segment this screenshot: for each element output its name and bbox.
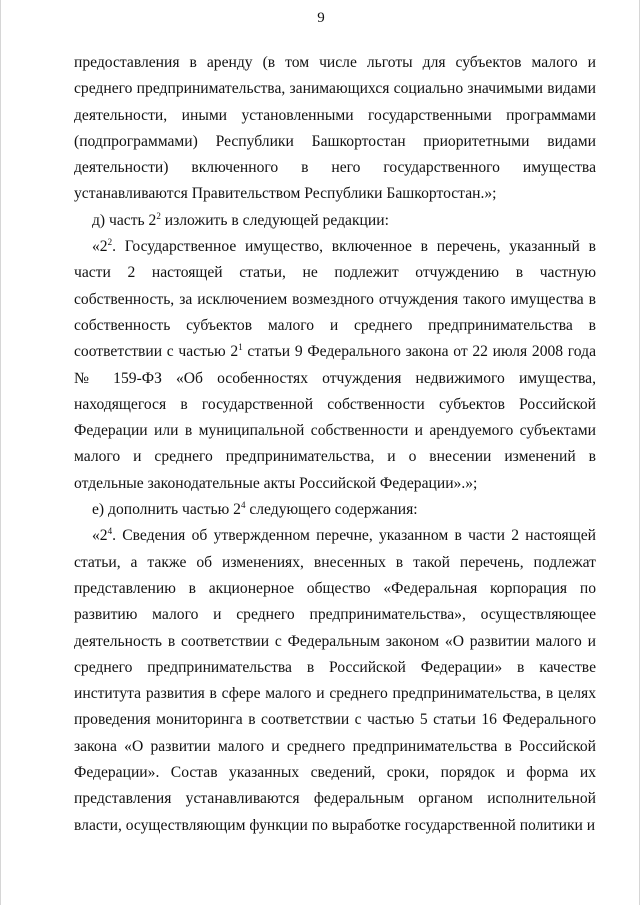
- part-2-4-text-start: «2: [92, 527, 108, 545]
- superscript: 2: [107, 236, 113, 247]
- superscript: 4: [240, 499, 246, 510]
- superscript: 2: [156, 210, 161, 221]
- document-body: [74, 50, 596, 839]
- amendment-e-text-end: следующего содержания:: [245, 501, 418, 519]
- superscript: 4: [107, 526, 113, 537]
- part-2-2-text-start: «2: [92, 238, 108, 256]
- amendment-d-text-end: изложить в следующей редакции:: [160, 211, 389, 229]
- superscript: 1: [238, 342, 243, 353]
- amendment-d-text-start: д) часть 2: [92, 211, 157, 229]
- paragraph-amendment-e: [74, 497, 596, 523]
- page-number: 9: [317, 10, 325, 26]
- paragraph-part-2-2: [74, 234, 596, 497]
- paragraph-amendment-d: [74, 208, 596, 234]
- part-2-4-text-end: . Сведения об утвержденном перечне, указанном в части 2 настоящей статьи, а также об изменениях, внесенных в такой перечень, подлежат представлению в акционерное общество «Федеральная корпорация по развитию малого и среднего предпринимательства», осуществляющее деятельность в соответствии с Федеральным законом «О развитии малого и среднего предпринимательства в Российской Федерации» в качестве института развития в сфере малого и среднего предпринимательства, в целях проведения мониторинга в соответствии с частью 5 статьи 16 Федерального закона «О развитии малого и среднего предпринимательства в Российской Федерации». Состав указанных сведений, сроки, порядок и форма их представления устанавливаются федеральным органом исполнительной власти, осуществляющим функции по выработке государственной политики и: [74, 527, 596, 834]
- part-2-2-text-end: статьи 9 Федерального закона от 22 июля 2008 года № 159-ФЗ «Об особенностях отчуждения недвижимого имущества, находящегося в государственной собственности субъектов Российской Федерации или в муниципальной собственности и арендуемого субъектами малого и среднего предпринимательства, и о внесении изменений в отдельные законодательные акты Российской Федерации».»;: [74, 343, 596, 492]
- part-2-2-text-middle: . Государственное имущество, включенное в перечень, указанный в части 2 настоящей статьи, не подлежит отчуждению в частную собственность, за исключением возмездного отчуждения такого имущества в собственность субъектов малого и среднего предпринимательства в соответствии с частью 2: [74, 238, 596, 361]
- paragraph-part-2-4: [74, 523, 596, 839]
- amendment-e-text-start: е) дополнить частью 2: [92, 501, 241, 519]
- paragraph-1: предоставления в аренду (в том числе льготы для субъектов малого и среднего предпринимательства, занимающихся социально значимыми видами деятельности, иными установленными государственными программами (подпрограммами) Республики Башкортостан приоритетными видами деятельности) включенного в него государственного имущества устанавливаются Правительством Республики Башкортостан.»;: [74, 54, 596, 203]
